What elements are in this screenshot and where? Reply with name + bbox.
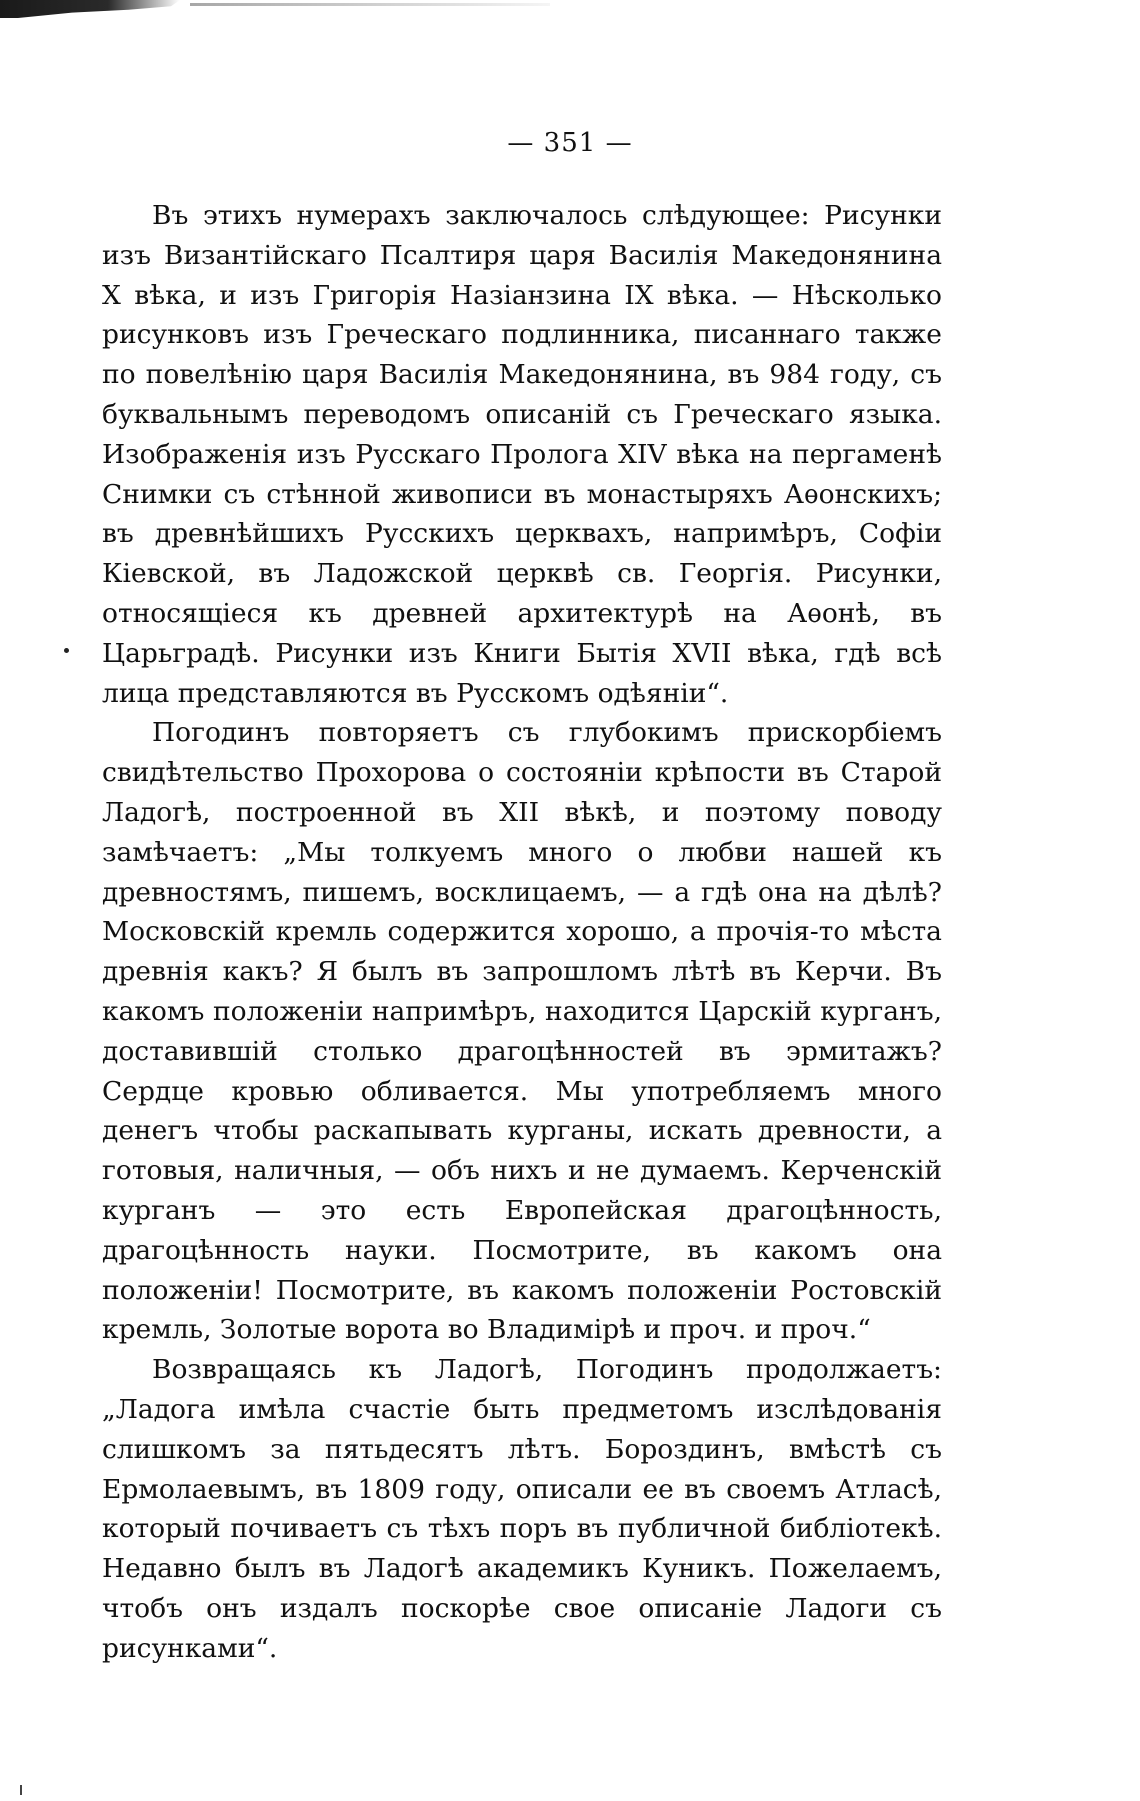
body-text bbox=[102, 196, 942, 1668]
paragraph-3: Возвращаясь къ Ладогѣ, Погодинъ продолжаетъ: „Ладога имѣла счастіе быть предметомъ изслѣдованія слишкомъ за пятьдесятъ лѣтъ. Бороздинъ, вмѣстѣ съ Ермолаевымъ, въ 1809 году, описали ее въ своемъ Атласѣ, который почиваетъ съ тѣхъ поръ въ публичной библіотекѣ. Недавно былъ въ Ладогѣ академикъ Куникъ. Пожелаемъ, чтобъ онъ издалъ поскорѣе свое описаніе Ладоги съ рисунками“. bbox=[102, 1354, 942, 1664]
paragraph-2: Погодинъ повторяетъ съ глубокимъ прискорбіемъ свидѣтельство Прохорова о состояніи крѣпости въ Старой Ладогѣ, построенной въ XII вѣкѣ, и поэтому поводу замѣчаетъ: „Мы толкуемъ много о любви нашей къ древностямъ, пишемъ, восклицаемъ, — а гдѣ она на дѣлѣ? Московскій кремль содержится хорошо, а прочія-то мѣста древнія какъ? Я былъ въ запрошломъ лѣтѣ въ Керчи. Въ какомъ положеніи напримѣръ, находится Царскій курганъ, доставившій столько драгоцѣнностей въ эрмитажъ? Сердце кровью обливается. Мы употребляемъ много денегъ чтобы раскапывать курганы, искать древности, а готовыя, наличныя, — объ нихъ и не думаемъ. Керченскій курганъ — это есть Европейская драгоцѣнность, драгоцѣнность науки. Посмотрите, въ какомъ она положеніи! Посмотрите, въ какомъ положеніи Ростовскій кремль, Золотые ворота во Владимірѣ и проч. и проч.“ bbox=[102, 717, 942, 1346]
scan-mark bbox=[20, 1785, 22, 1795]
scan-edge-streak bbox=[190, 3, 550, 6]
scan-edge-smudge bbox=[0, 0, 180, 18]
scan-speck bbox=[64, 648, 69, 653]
paragraph-1: Въ этихъ нумерахъ заключалось слѣдующее: Рисунки изъ Византійскаго Псалтиря царя Василія Македонянина X вѣка, и изъ Григорія Назіанзина IX вѣка. — Нѣсколько рисунковъ изъ Греческаго подлинника, писаннаго также по повелѣнію царя Василія Македонянина, въ 984 году, съ буквальнымъ переводомъ описаній съ Греческаго языка. Изображенія изъ Русскаго Пролога XIV вѣка на пергаменѣ Снимки съ стѣнной живописи въ монастыряхъ Аѳонскихъ; въ древнѣйшихъ Русскихъ церквахъ, напримѣръ, Софіи Кіевской, въ Ладожской церквѣ св. Георгія. Рисунки, относящіеся къ древней архитектурѣ на Аѳонѣ, въ Царьградѣ. Рисунки изъ Книги Бытія XVII вѣка, гдѣ всѣ лица представляются въ Русскомъ одѣяніи“. bbox=[102, 200, 942, 709]
page-number: — 351 — bbox=[507, 128, 633, 158]
